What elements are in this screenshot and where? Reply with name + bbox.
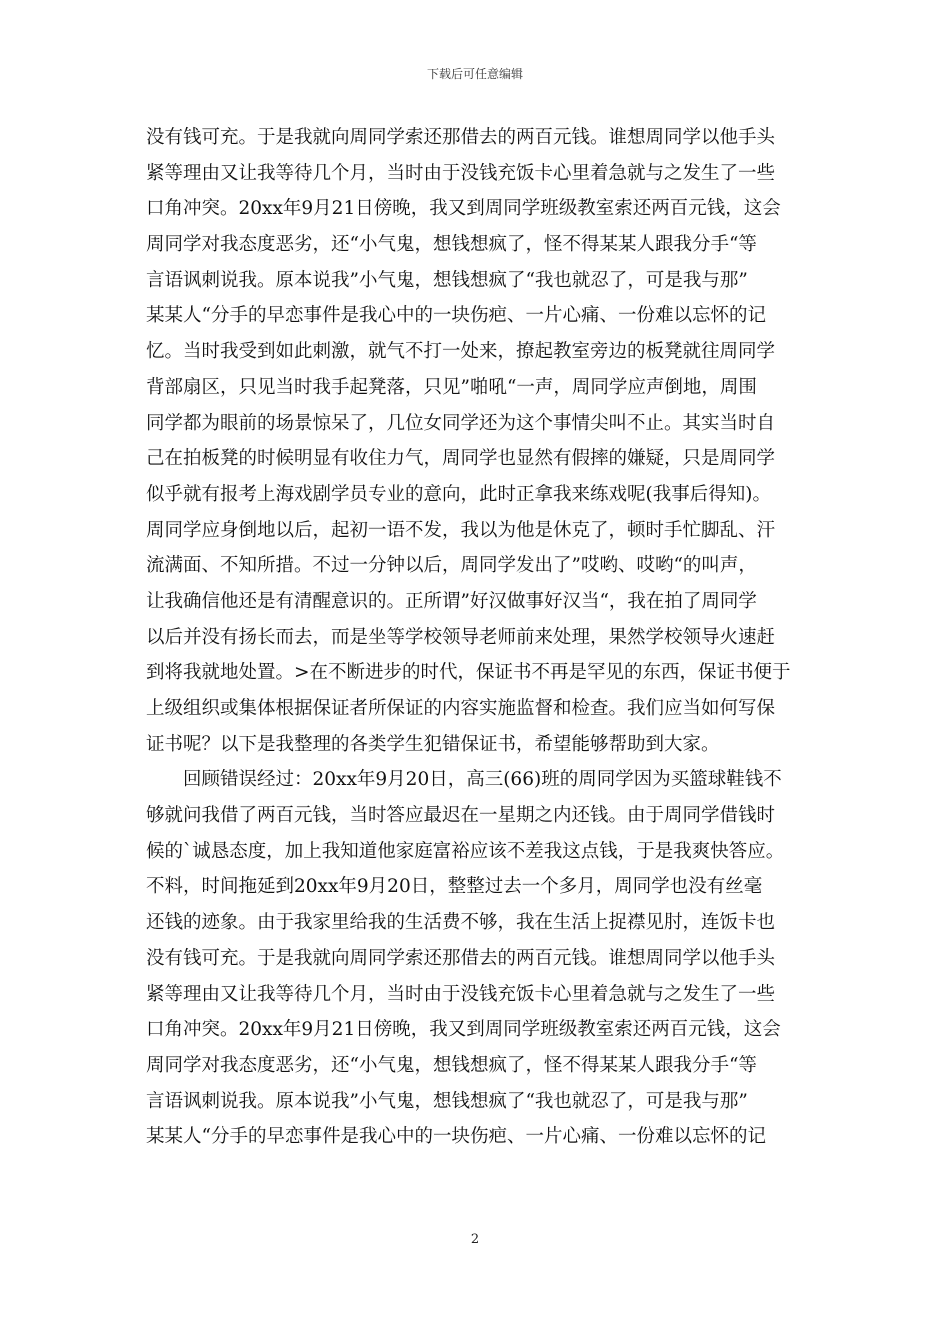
text-line: 够就问我借了两百元钱，当时答应最迟在一星期之内还钱。由于周同学借钱时 <box>146 805 776 827</box>
text-line: 言语讽刺说我。原本说我”小气鬼，想钱想疯了“我也就忍了，可是我与那” <box>146 1090 748 1112</box>
text-line: 口角冲突。20xx年9月21日傍晚，我又到周同学班级教室索还两百元钱，这会 <box>146 198 781 220</box>
text-line: 没有钱可充。于是我就向周同学索还那借去的两百元钱。谁想周同学以他手头 <box>146 947 776 969</box>
text-line: 言语讽刺说我。原本说我”小气鬼，想钱想疯了“我也就忍了，可是我与那” <box>146 269 748 291</box>
text-line: 上级组织或集体根据保证者所保证的内容实施监督和检查。我们应当如何写保 <box>146 698 776 719</box>
text-line: 流满面、不知所措。不过一分钟以后，周同学发出了”哎哟、哎哟“的叫声， <box>146 555 757 577</box>
text-line: 忆。当时我受到如此刺激，就气不打一处来，撩起教室旁边的板凳就往周同学 <box>146 341 776 363</box>
text-line: 周同学对我态度恶劣，还“小气鬼，想钱想疯了，怪不得某某人跟我分手“等 <box>146 1054 757 1076</box>
text-line: 周同学应身倒地以后，起初一语不发，我以为他是休克了，顿时手忙脚乱、汗 <box>146 519 776 541</box>
text-line: 紧等理由又让我等待几个月，当时由于没钱充饭卡心里着急就与之发生了一些 <box>146 162 776 184</box>
text-line: 候的`诚恳态度，加上我知道他家庭富裕应该不差我这点钱，于是我爽快答应。 <box>146 840 785 862</box>
document-body <box>146 120 806 1155</box>
paragraph-first-line: 回顾错误经过：20xx年9月20日，高三(66)班的周同学因为买篮球鞋钱不 <box>183 769 782 791</box>
text-line: 以后并没有扬长而去，而是坐等学校领导老师前来处理，果然学校领导火速赶 <box>146 626 776 648</box>
page-header: 下载后可任意编辑 <box>426 67 523 81</box>
text-line: 周同学对我态度恶劣，还“小气鬼，想钱想疯了，怪不得某某人跟我分手“等 <box>146 234 757 256</box>
text-line: 似乎就有报考上海戏剧学员专业的意向，此时正拿我来练戏呢(我事后得知)。 <box>146 483 771 505</box>
text-line: 让我确信他还是有清醒意识的。正所谓”好汉做事好汉当“，我在拍了周同学 <box>146 590 757 612</box>
text-line: 同学都为眼前的场景惊呆了，几位女同学还为这个事情尖叫不止。其实当时自 <box>146 412 776 434</box>
text-line: 某某人“分手的早恋事件是我心中的一块伤疤、一片心痛、一份难以忘怀的记 <box>146 1126 766 1148</box>
text-line: 某某人“分手的早恋事件是我心中的一块伤疤、一片心痛、一份难以忘怀的记 <box>146 305 766 327</box>
page-number: 2 <box>470 1232 480 1247</box>
text-line: 证书呢？以下是我整理的各类学生犯错保证书，希望能够帮助到大家。 <box>146 733 720 755</box>
text-line: 不料，时间拖延到20xx年9月20日，整整过去一个多月，周同学也没有丝毫 <box>146 876 763 898</box>
text-line: 口角冲突。20xx年9月21日傍晚，我又到周同学班级教室索还两百元钱，这会 <box>146 1019 781 1041</box>
text-line: 到将我就地处置。>在不断进步的时代，保证书不再是罕见的东西，保证书便于 <box>146 662 791 684</box>
text-line: 背部扇区，只见当时我手起凳落，只见”啪吼“一声，周同学应声倒地，周围 <box>146 376 757 398</box>
text-line: 还钱的迹象。由于我家里给我的生活费不够，我在生活上捉襟见肘，连饭卡也 <box>146 912 776 934</box>
text-line: 没有钱可充。于是我就向周同学索还那借去的两百元钱。谁想周同学以他手头 <box>146 127 776 148</box>
text-line: 己在拍板凳的时候明显有收住力气，周同学也显然有假摔的嫌疑，只是周同学 <box>146 448 776 470</box>
text-line: 紧等理由又让我等待几个月，当时由于没钱充饭卡心里着急就与之发生了一些 <box>146 983 776 1005</box>
